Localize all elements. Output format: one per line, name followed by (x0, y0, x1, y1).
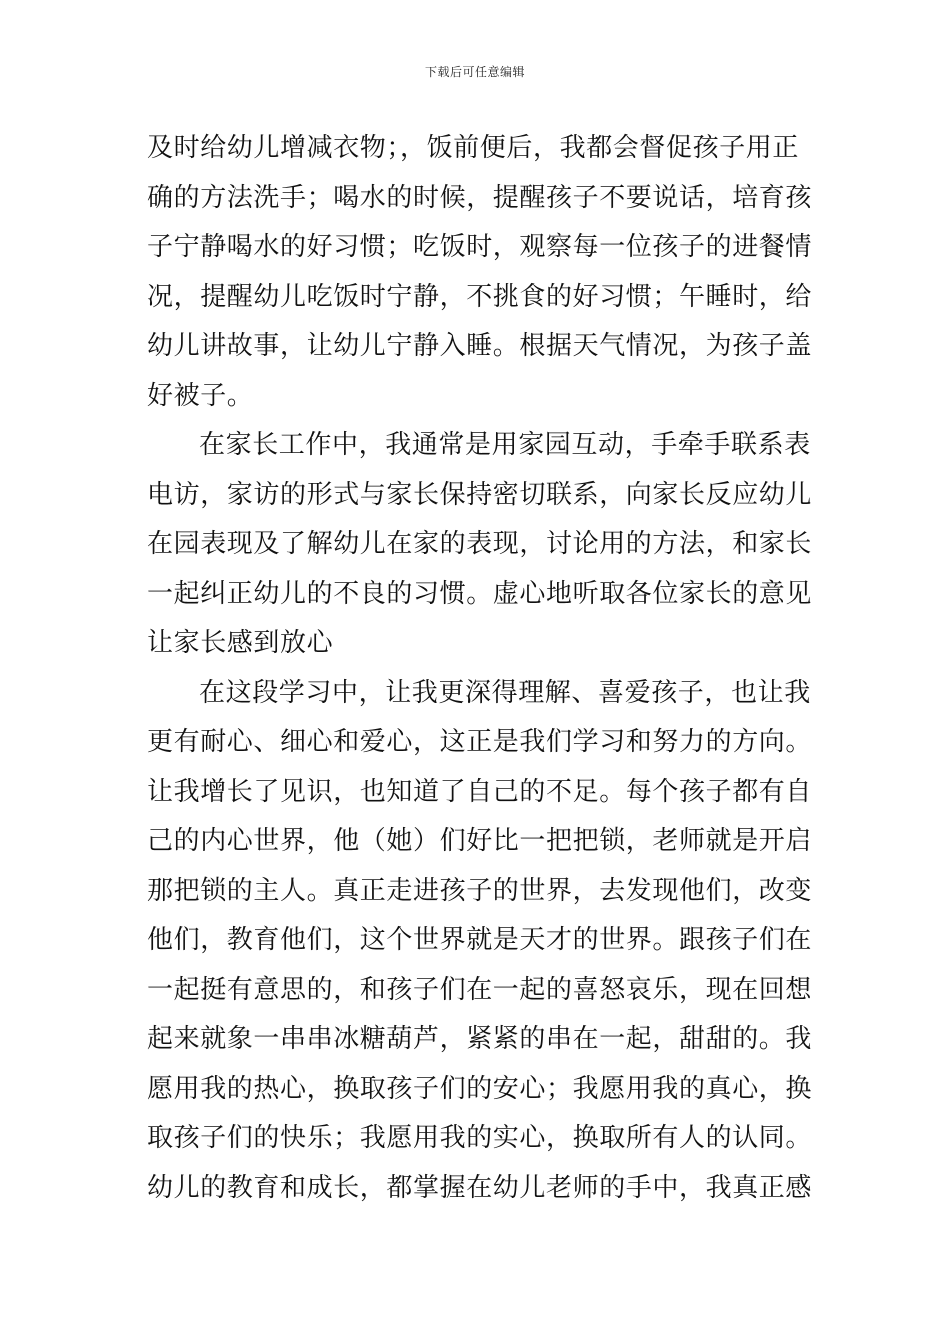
page-header: 下载后可任意编辑 (424, 65, 525, 79)
text-line: 在园表现及了解幼儿在家的表现，讨论用的方法，和家长 (147, 529, 813, 559)
paragraph-first-line: 在家长工作中，我通常是用家园互动，手牵手联系表 (199, 430, 811, 460)
text-line: 好被子。 (147, 380, 254, 411)
text-line: 幼儿的教育和成长，都掌握在幼儿老师的手中，我真正感 (147, 1172, 813, 1203)
text-line: 让我增长了见识，也知道了自己的不足。每个孩子都有自 (147, 776, 813, 807)
text-line: 取孩子们的快乐；我愿用我的实心，换取所有人的认同。 (147, 1123, 813, 1153)
text-line: 幼儿讲故事，让幼儿宁静入睡。根据天气情况，为孩子盖 (147, 331, 813, 361)
text-line: 子宁静喝水的好习惯；吃饭时，观察每一位孩子的进餐情 (147, 232, 813, 262)
text-line: 己的内心世界，他（她）们好比一把把锁，老师就是开启 (147, 826, 813, 856)
text-line: 况，提醒幼儿吃饭时宁静，不挑食的好习惯；午睡时，给 (147, 281, 813, 312)
text-line: 愿用我的热心，换取孩子们的安心；我愿用我的真心，换 (147, 1073, 813, 1104)
text-line: 一起纠正幼儿的不良的习惯。虚心地听取各位家长的意见 (147, 578, 813, 609)
text-line: 让家长感到放心 (147, 628, 334, 658)
text-line: 他们，教育他们，这个世界就是天才的世界。跟孩子们在 (147, 925, 813, 955)
text-line: 确的方法洗手；喝水的时候，提醒孩子不要说话，培育孩 (147, 182, 813, 213)
text-line: 起来就象一串串冰糖葫芦，紧紧的串在一起，甜甜的。我 (147, 1024, 813, 1054)
text-line: 电访，家访的形式与家长保持密切联系，向家长反应幼儿 (147, 479, 813, 510)
paragraph-first-line: 在这段学习中，让我更深得理解、喜爱孩子，也让我 (199, 677, 811, 708)
text-line: 及时给幼儿增减衣物；，饭前便后，我都会督促孩子用正 (147, 133, 800, 163)
text-line: 更有耐心、细心和爱心，这正是我们学习和努力的方向。 (147, 727, 813, 757)
text-line: 一起挺有意思的，和孩子们在一起的喜怒哀乐，现在回想 (147, 974, 813, 1005)
document-body (147, 124, 813, 1213)
text-line: 那把锁的主人。真正走进孩子的世界，去发现他们，改变 (147, 875, 813, 906)
